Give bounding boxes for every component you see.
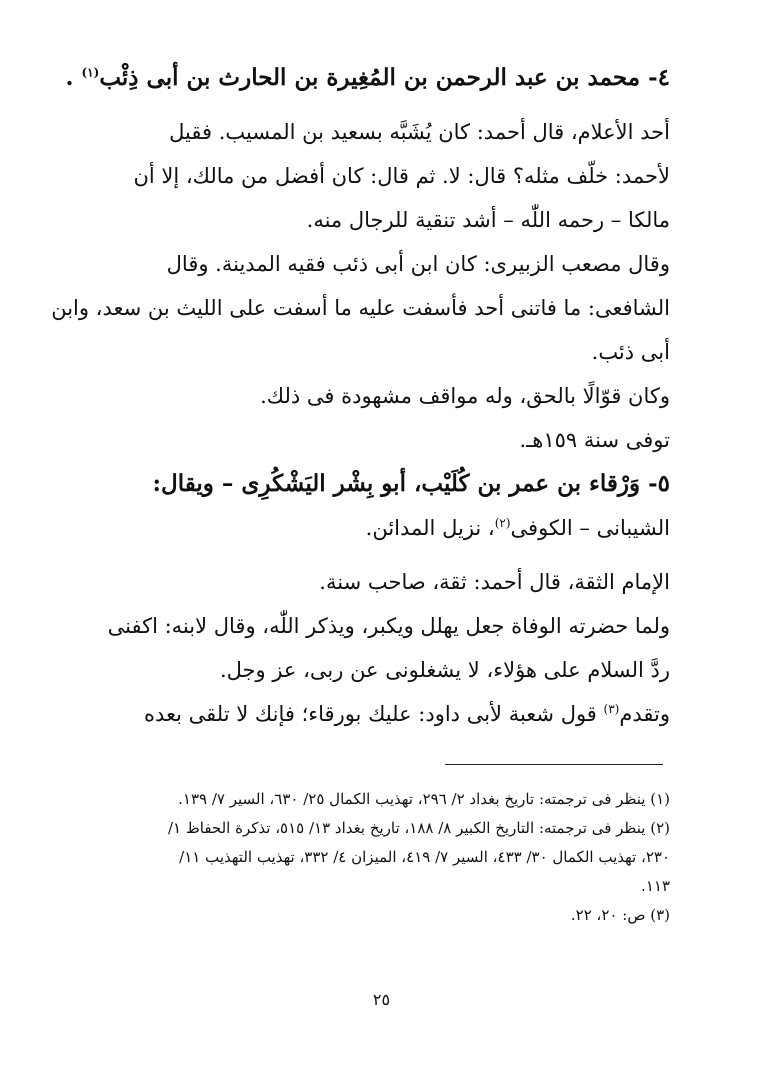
entry-4-line-2: لأحمد: خلّف مثله؟ قال: لا. ثم قال: كان أفضل من مالك، إلا أن — [133, 164, 670, 188]
footnote-2-line-1: (٢) ينظر فى ترجمته: التاريخ الكبير ٨/ ١٨٨، تاريخ بغداد ١٣/ ٥١٥، تذكرة الحفاظ ١/ — [167, 819, 670, 837]
entry-4-line-6: أبى ذئب. — [591, 340, 670, 364]
footnote-2-line-2: ٢٣٠، تهذيب الكمال ٣٠/ ٤٣٣، السير ٧/ ٤١٩، الميزان ٤/ ٣٣٢، تهذيب التهذيب ١١/ — [179, 848, 670, 866]
entry-5-line-2-start: الشيبانى – الكوفى — [510, 516, 670, 540]
entry-4-heading-end: . — [65, 64, 82, 91]
entry-5-heading: ٥- وَرْقاء بن عمر بن كُلَيْب، أبو بِشْر اليَشْكُرِى – ويقال: — [152, 470, 670, 497]
footnote-divider — [445, 764, 663, 765]
entry-5-last-end: قول شعبة لأبى داود: عليك بورقاء؛ فإنك لا تلقى بعده — [144, 702, 604, 726]
entry-4-line-8: توفى سنة ١٥٩هـ. — [519, 428, 670, 452]
footnote-2-line-3: ١١٣. — [641, 877, 670, 895]
entry-5-line-4: ولما حضرته الوفاة جعل يهلل ويكبر، ويذكر اللّٰه، وقال لابنه: اكفنى — [107, 614, 670, 638]
footnote-ref-1[interactable]: (١) — [81, 65, 100, 80]
entry-5-line-6 — [100, 692, 670, 736]
main-text — [51, 56, 670, 736]
entry-4-line-7: وكان قوّالًا بالحق، وله مواقف مشهودة فى ذلك. — [260, 384, 670, 408]
entry-4-line-4: وقال مصعب الزبيرى: كان ابن أبى ذئب فقيه المدينة. وقال — [166, 252, 670, 276]
entry-5-line-2-end: ، نزيل المدائن. — [365, 516, 495, 540]
footnote-ref-2[interactable]: (٢) — [494, 516, 511, 530]
spacer — [100, 550, 670, 560]
footnotes — [100, 785, 670, 930]
entry-4-line-5: الشافعى: ما فاتنى أحد فأسفت عليه ما أسفت على الليث بن سعد، وابن — [51, 296, 670, 320]
entry-5-line-5: ردَّ السلام على هؤلاء، لا يشغلونى عن ربى، عز وجل. — [219, 658, 670, 682]
entry-4-heading-text: ٤- محمد بن عبد الرحمن بن المُغِيرة بن الحارث بن أبى ذِئْب — [99, 64, 670, 91]
entry-4-line-1: أحد الأعلام، قال أحمد: كان يُشَبَّه بسعيد بن المسيب. فقيل — [169, 120, 670, 144]
entry-4-heading — [65, 56, 670, 100]
footnote-ref-3[interactable]: (٣) — [603, 702, 620, 716]
footnote-3: (٣) ص: ٢٠، ٢٢. — [570, 906, 670, 924]
entry-5-line-3: الإمام الثقة، قال أحمد: ثقة، صاحب سنة. — [319, 570, 670, 594]
entry-5-line-2 — [100, 506, 670, 550]
spacer — [100, 100, 670, 110]
entry-5-last-start: وتقدم — [619, 702, 670, 726]
page-number: ٢٥ — [372, 990, 391, 1009]
footnote-1: (١) ينظر فى ترجمته: تاريخ بغداد ٢/ ٢٩٦، تهذيب الكمال ٢٥/ ٦٣٠، السير ٧/ ١٣٩. — [178, 790, 670, 808]
entry-4-line-3: مالكا – رحمه اللّٰه – أشد تنقية للرجال منه. — [306, 208, 670, 232]
